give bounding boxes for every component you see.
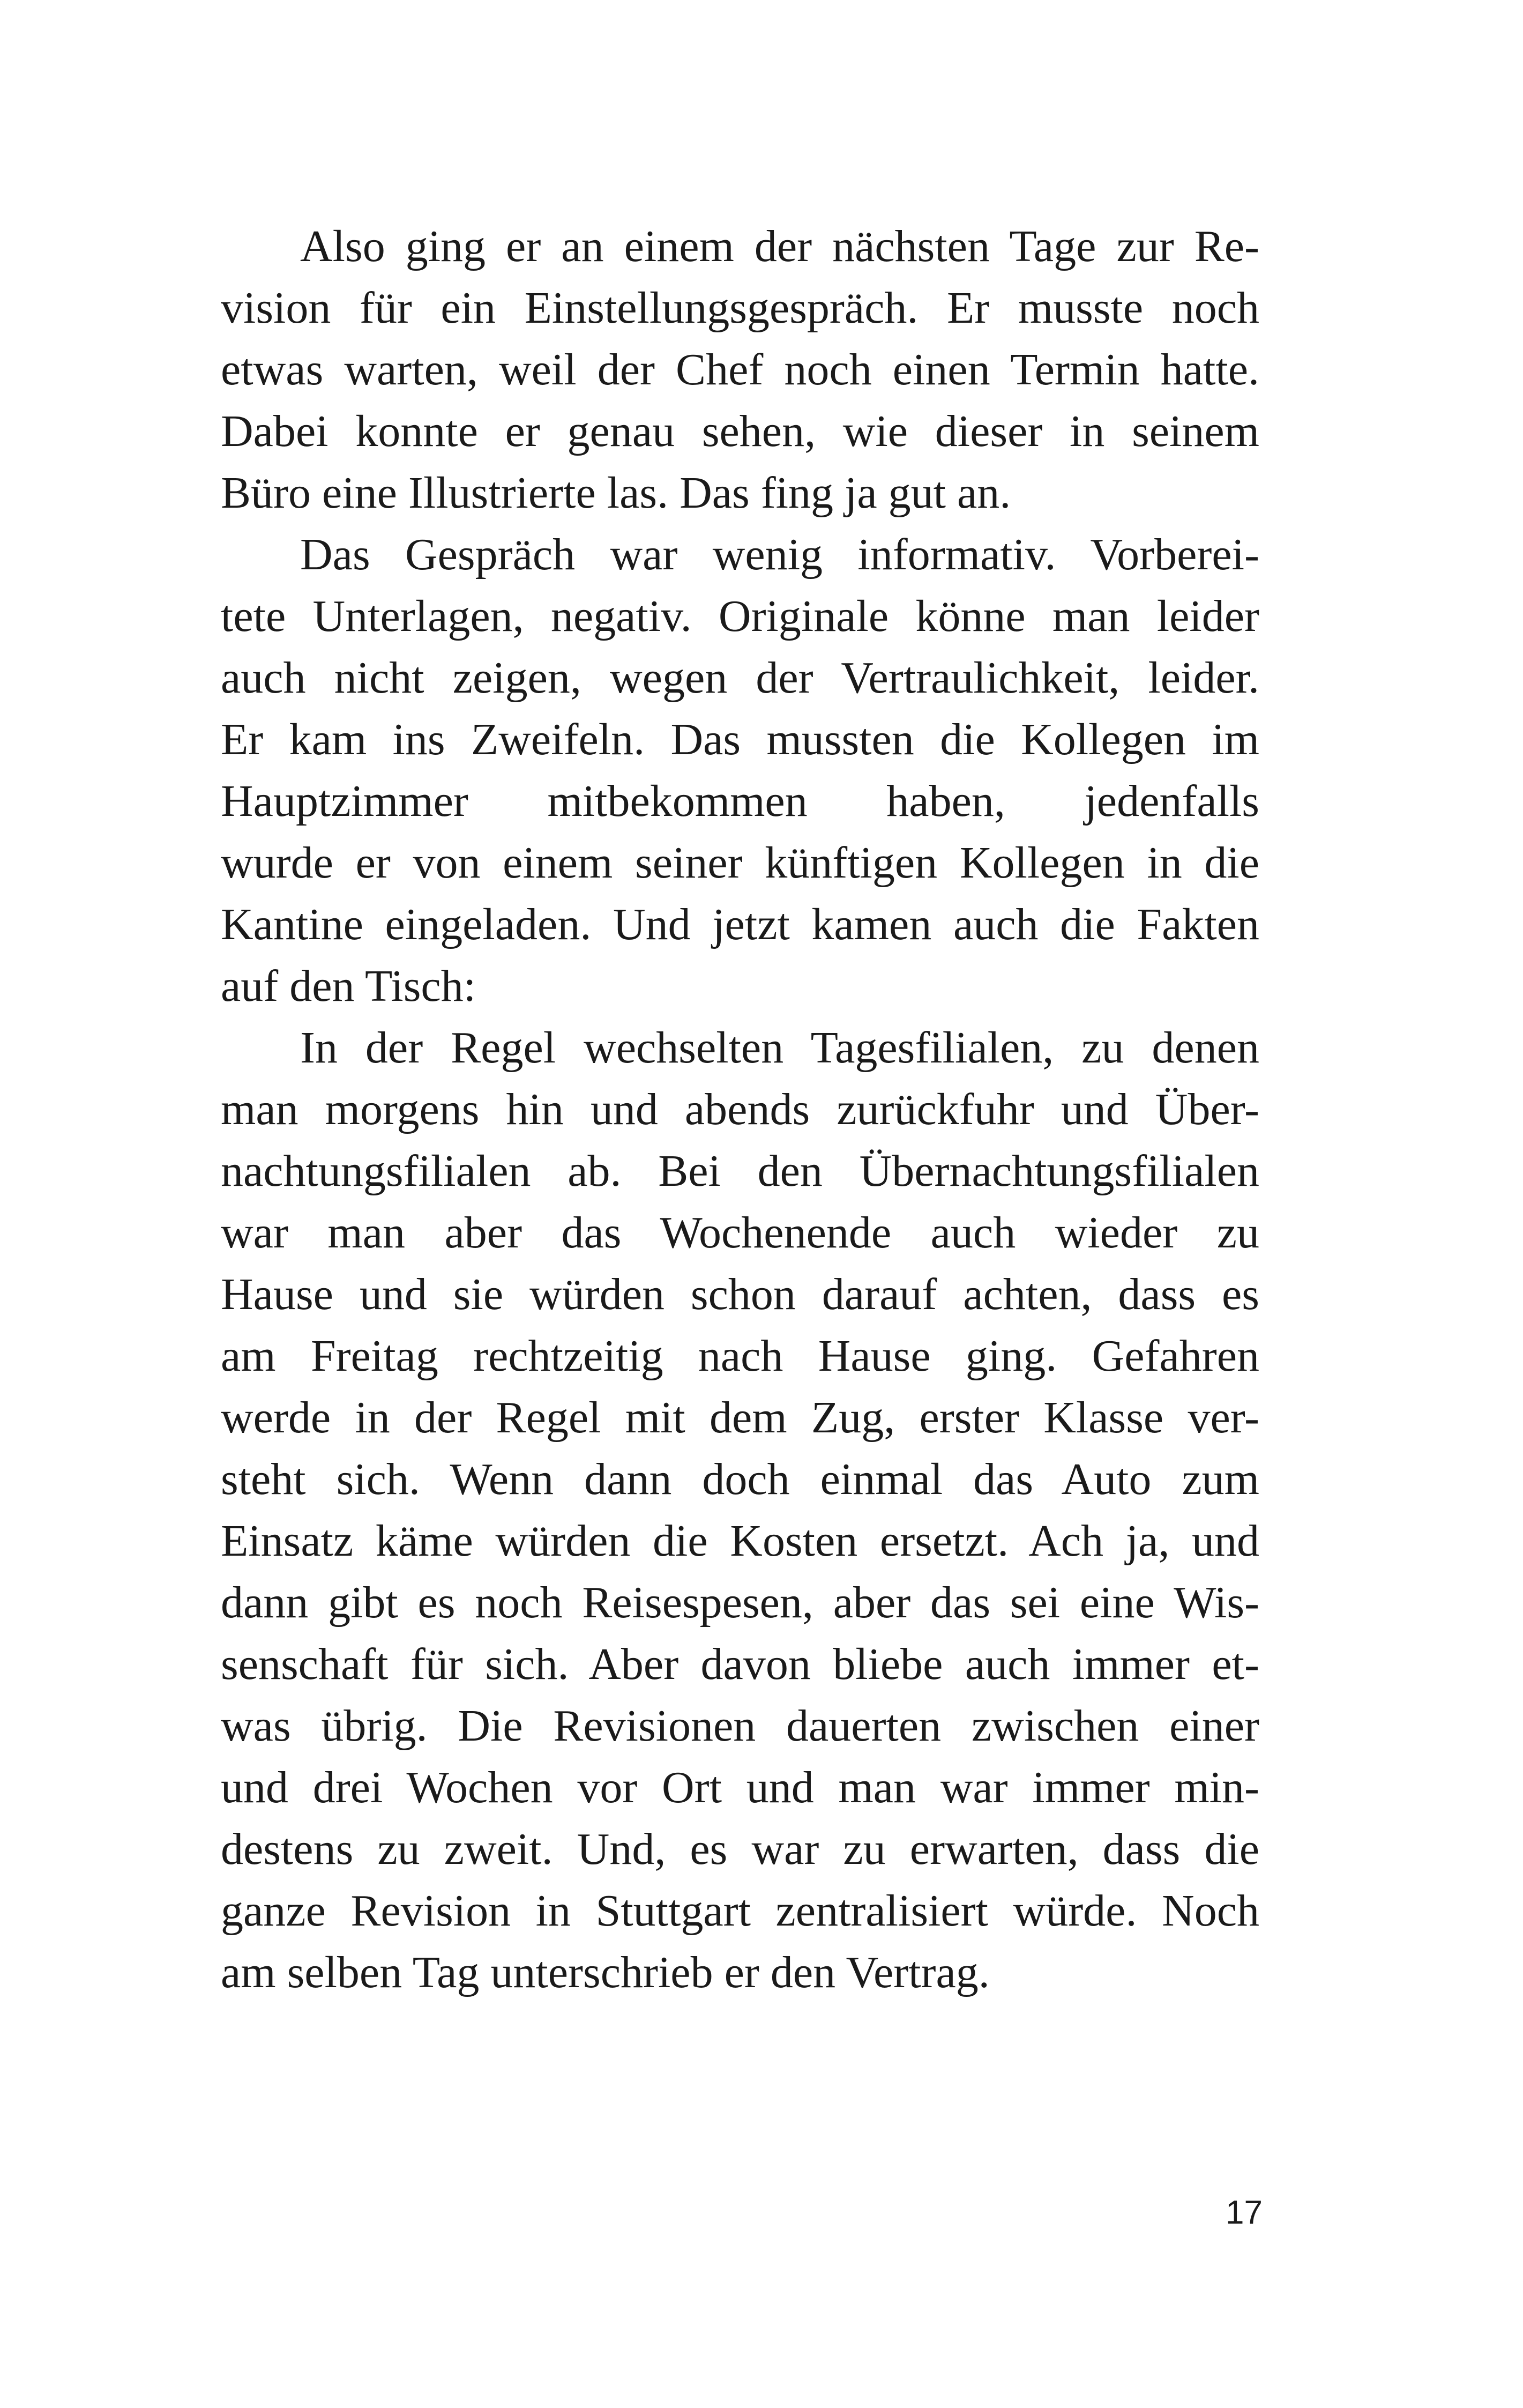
- text-line: Dabei konnte er genau sehen, wie dieser in seinem: [221, 406, 1259, 456]
- text-line: destens zu zweit. Und, es war zu erwarten, dass die: [221, 1824, 1259, 1874]
- body-text: [221, 215, 1259, 2003]
- page-number: 17: [1226, 2194, 1263, 2231]
- text-line: Er kam ins Zweifeln. Das mussten die Kollegen im: [221, 715, 1259, 764]
- text-line: was übrig. Die Revisionen dauerten zwischen einer: [221, 1701, 1259, 1751]
- text-line: Hauptzimmer mitbekommen haben, jedenfalls: [221, 776, 1259, 826]
- text-line: werde in der Regel mit dem Zug, erster Klasse ver-: [221, 1393, 1259, 1443]
- text-line: am selben Tag unterschrieb er den Vertrag.: [221, 1948, 990, 1997]
- text-line: Also ging er an einem der nächsten Tage zur Re-: [300, 221, 1259, 271]
- text-line: steht sich. Wenn dann doch einmal das Auto zum: [221, 1454, 1259, 1504]
- text-line: und drei Wochen vor Ort und man war immer min-: [221, 1763, 1259, 1812]
- text-line: Das Gespräch war wenig informativ. Vorberei-: [300, 530, 1259, 579]
- text-line: man morgens hin und abends zurückfuhr und Über-: [221, 1084, 1259, 1134]
- text-line: etwas warten, weil der Chef noch einen Termin hatte.: [221, 345, 1259, 395]
- text-line: Hause und sie würden schon darauf achten, dass es: [221, 1269, 1259, 1319]
- text-line: tete Unterlagen, negativ. Originale könne man leider: [221, 591, 1259, 641]
- text-line: In der Regel wechselten Tagesfilialen, zu denen: [300, 1023, 1259, 1073]
- text-line: war man aber das Wochenende auch wieder zu: [221, 1208, 1259, 1258]
- text-line: senschaft für sich. Aber davon bliebe auch immer et-: [221, 1639, 1259, 1689]
- text-line: wurde er von einem seiner künftigen Kollegen in die: [221, 838, 1259, 888]
- text-line: dann gibt es noch Reisespesen, aber das sei eine Wis-: [221, 1578, 1259, 1627]
- text-line: auch nicht zeigen, wegen der Vertraulichkeit, leider.: [221, 653, 1259, 703]
- text-line: nachtungsfilialen ab. Bei den Übernachtungsfilialen: [221, 1146, 1259, 1196]
- text-line: auf den Tisch:: [221, 961, 476, 1011]
- text-line: Kantine eingeladen. Und jetzt kamen auch die Fakten: [221, 900, 1259, 949]
- text-line: vision für ein Einstellungsgespräch. Er musste noch: [221, 283, 1259, 333]
- text-line: ganze Revision in Stuttgart zentralisiert würde. Noch: [221, 1886, 1259, 1936]
- text-line: Büro eine Illustrierte las. Das fing ja gut an.: [221, 468, 1011, 518]
- text-line: Einsatz käme würden die Kosten ersetzt. Ach ja, und: [221, 1516, 1259, 1566]
- text-line: am Freitag rechtzeitig nach Hause ging. Gefahren: [221, 1331, 1259, 1381]
